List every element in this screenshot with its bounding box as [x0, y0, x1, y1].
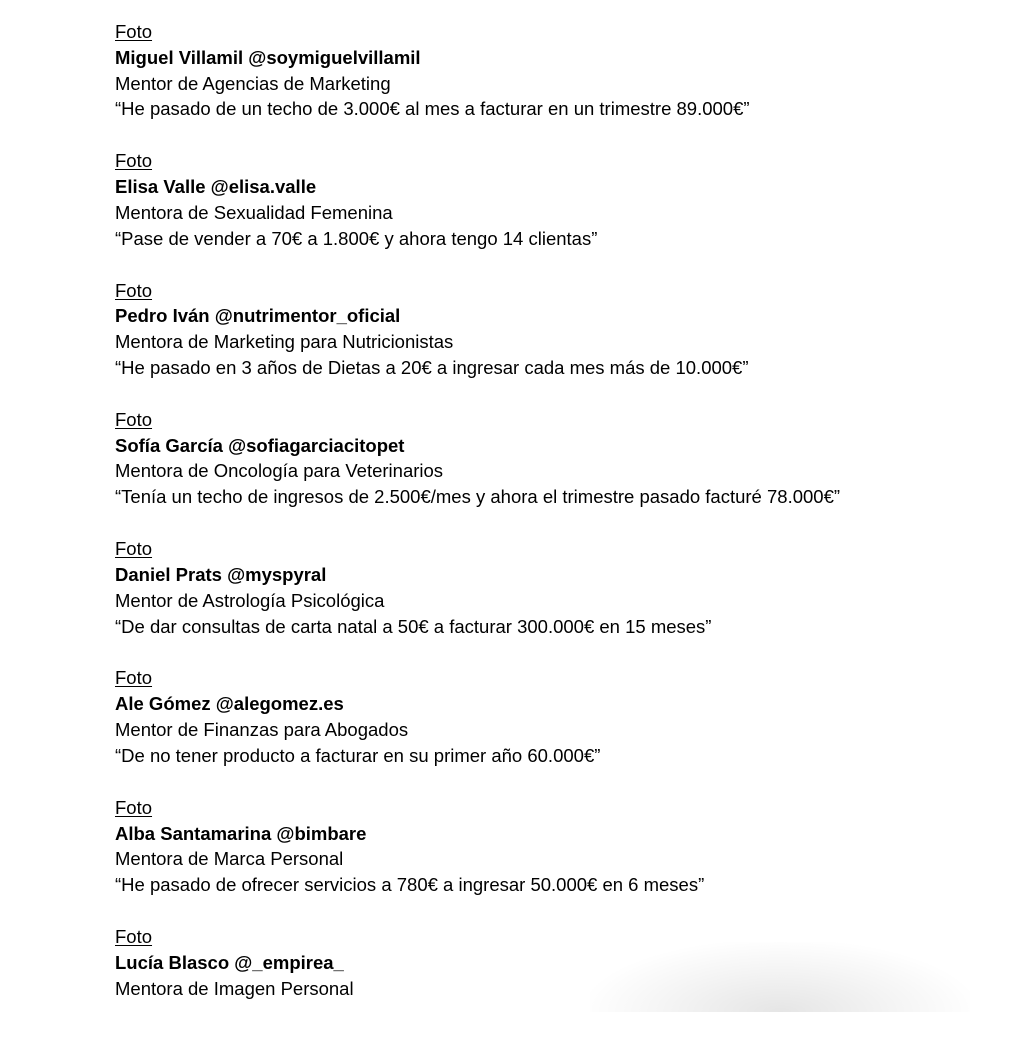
- mentor-role: Mentora de Marketing para Nutricionistas: [115, 331, 454, 353]
- mentor-name: Daniel Prats @myspyral: [115, 563, 327, 585]
- foto-link[interactable]: Foto: [115, 408, 153, 430]
- testimonial-entry: [115, 148, 995, 277]
- foto-link[interactable]: Foto: [115, 538, 153, 560]
- testimonial-entry: [115, 19, 995, 148]
- testimonial-quote: “De no tener producto a facturar en su primer año 60.000€”: [115, 744, 601, 766]
- mentor-name: Sofía García @sofiagarciacitopet: [115, 434, 405, 456]
- mentor-role: Mentora de Imagen Personal: [115, 977, 354, 999]
- mentor-name: Elisa Valle @elisa.valle: [115, 176, 317, 198]
- mentor-role: Mentora de Oncología para Veterinarios: [115, 460, 444, 482]
- testimonial-entry: [115, 924, 995, 1053]
- mentor-name: Pedro Iván @nutrimentor_oficial: [115, 305, 401, 327]
- foto-link[interactable]: Foto: [115, 667, 153, 689]
- mentor-role: Mentor de Astrología Psicológica: [115, 589, 385, 611]
- mentor-name: Miguel Villamil @soymiguelvillamil: [115, 46, 421, 68]
- testimonial-entry: [115, 795, 995, 924]
- foto-link[interactable]: Foto: [115, 150, 153, 172]
- testimonial-quote: “Tenía un techo de ingresos de 2.500€/mes y ahora el trimestre pasado facturé 78.000€”: [115, 486, 841, 508]
- testimonial-quote: “He pasado de ofrecer servicios a 780€ a ingresar 50.000€ en 6 meses”: [115, 874, 705, 896]
- document-body: [115, 19, 995, 1053]
- testimonial-quote: “He pasado de un techo de 3.000€ al mes a facturar en un trimestre 89.000€”: [115, 98, 750, 120]
- mentor-role: Mentora de Marca Personal: [115, 848, 344, 870]
- foto-link[interactable]: Foto: [115, 796, 153, 818]
- mentor-role: Mentor de Finanzas para Abogados: [115, 719, 409, 741]
- testimonial-entry: [115, 665, 995, 794]
- testimonial-quote: “De dar consultas de carta natal a 50€ a facturar 300.000€ en 15 meses”: [115, 615, 712, 637]
- testimonial-entry: [115, 536, 995, 665]
- foto-link[interactable]: Foto: [115, 21, 153, 42]
- testimonial-quote: “He pasado en 3 años de Dietas a 20€ a ingresar cada mes más de 10.000€”: [115, 356, 749, 378]
- testimonial-entry: [115, 407, 995, 536]
- mentor-name: Lucía Blasco @_empirea_: [115, 951, 344, 973]
- mentor-name: Alba Santamarina @bimbare: [115, 822, 367, 844]
- mentor-role: Mentor de Agencias de Marketing: [115, 72, 391, 94]
- foto-link[interactable]: Foto: [115, 926, 153, 948]
- mentor-name: Ale Gómez @alegomez.es: [115, 693, 344, 715]
- foto-link[interactable]: Foto: [115, 279, 153, 301]
- testimonial-quote: “Pase de vender a 70€ a 1.800€ y ahora tengo 14 clientas”: [115, 227, 598, 249]
- testimonial-entry: [115, 278, 995, 407]
- mentor-role: Mentora de Sexualidad Femenina: [115, 201, 393, 223]
